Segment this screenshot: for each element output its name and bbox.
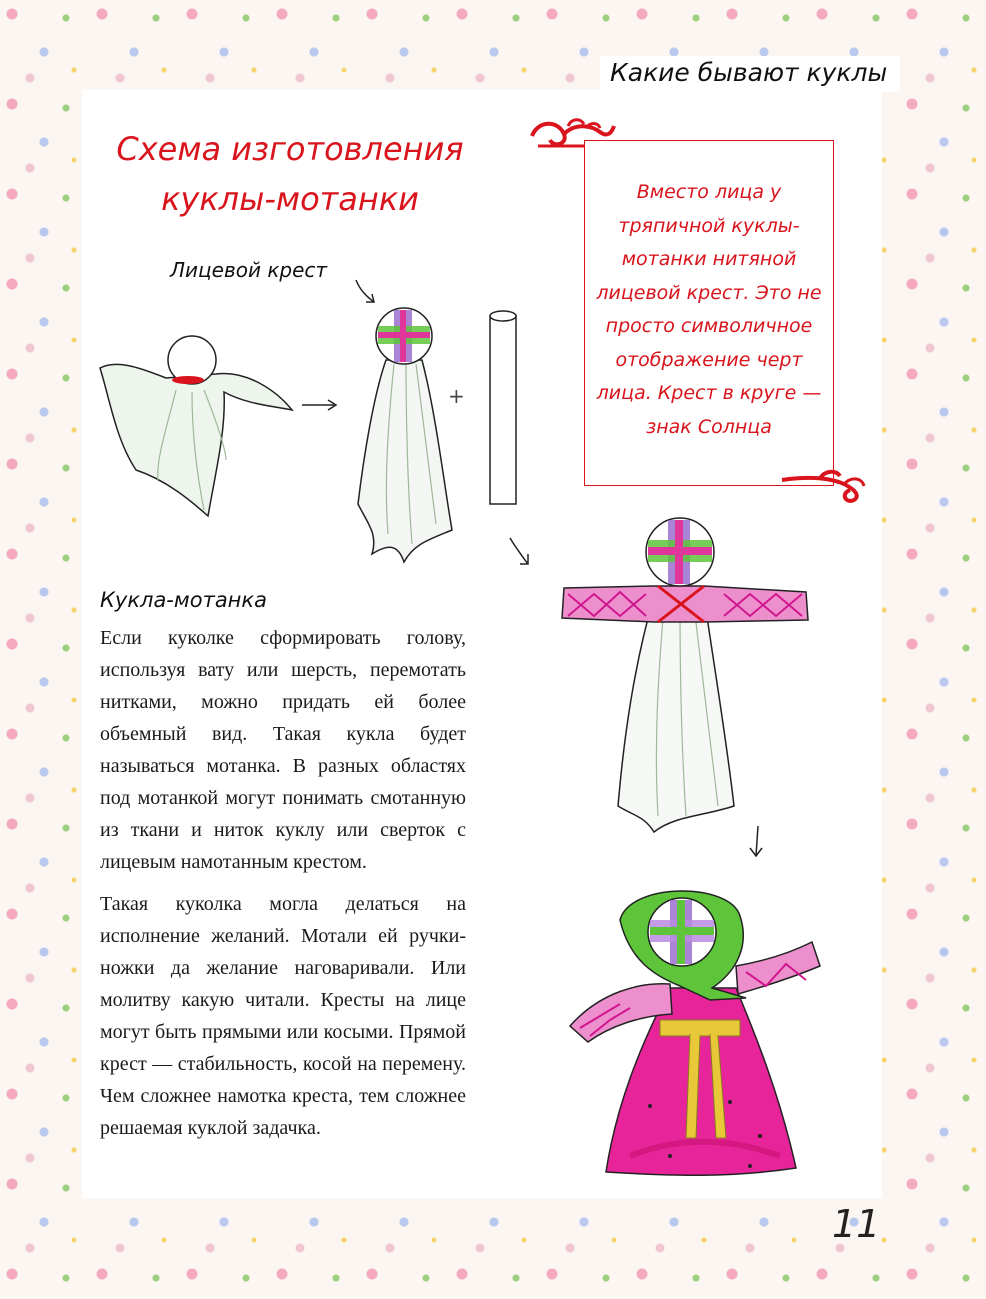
- fabric-roll-icon: [484, 308, 524, 508]
- face-cross-label: Лицевой крест: [170, 258, 328, 282]
- face-cross-arrow-icon: [352, 278, 382, 306]
- plus-sign: +: [448, 384, 465, 408]
- body-paragraph-1: Если куколке сформировать голову, используя вату или шерсть, перемотать нитками, можно придать ей более объемный вид. Такая кукла будет называться мотанка. В разных областях под мотанкой могут понимать смотанную из ткани и ниток куклу или сверток с лицевым намотанным крестом.: [100, 627, 466, 873]
- doll-step2-face-cross-icon: [348, 304, 460, 566]
- arrow-down-right-icon: [508, 536, 532, 568]
- running-head: Какие бывают куклы: [600, 56, 900, 92]
- body-paragraph-2: Такая куколка могла делаться на исполнение желаний. Мотали ей ручки-ножки да желание наговаривали. Или молитву какую читали. Кресты на лице могут быть прямыми или косыми. Прямой крест — стабильность, косой на перемену. Чем сложнее намотка креста, тем сложнее решаемая куклой задачка.: [100, 893, 466, 1139]
- title-line-1: Схема изготовления: [116, 130, 464, 168]
- page-title: [110, 124, 470, 224]
- callout-ornament-top-icon: [528, 116, 618, 162]
- doll-finished-icon: [560, 876, 830, 1182]
- section-heading: Кукла-мотанка: [100, 588, 267, 612]
- title-line-2: куклы-мотанки: [161, 180, 419, 218]
- doll-step3-arms-icon: [554, 516, 816, 836]
- page-number: 11: [832, 1202, 881, 1246]
- callout-text: Вместо лица у тряпичной куклы-мотанки нитяной лицевой крест. Это не просто символичное отображение черт лица. Крест в круге — знак Солнца: [596, 181, 822, 438]
- arrow-right-1-icon: [300, 398, 340, 412]
- callout-ornament-bottom-icon: [780, 466, 866, 506]
- doll-step1-kerchief-icon: [96, 330, 296, 520]
- arrow-down-icon: [748, 824, 766, 860]
